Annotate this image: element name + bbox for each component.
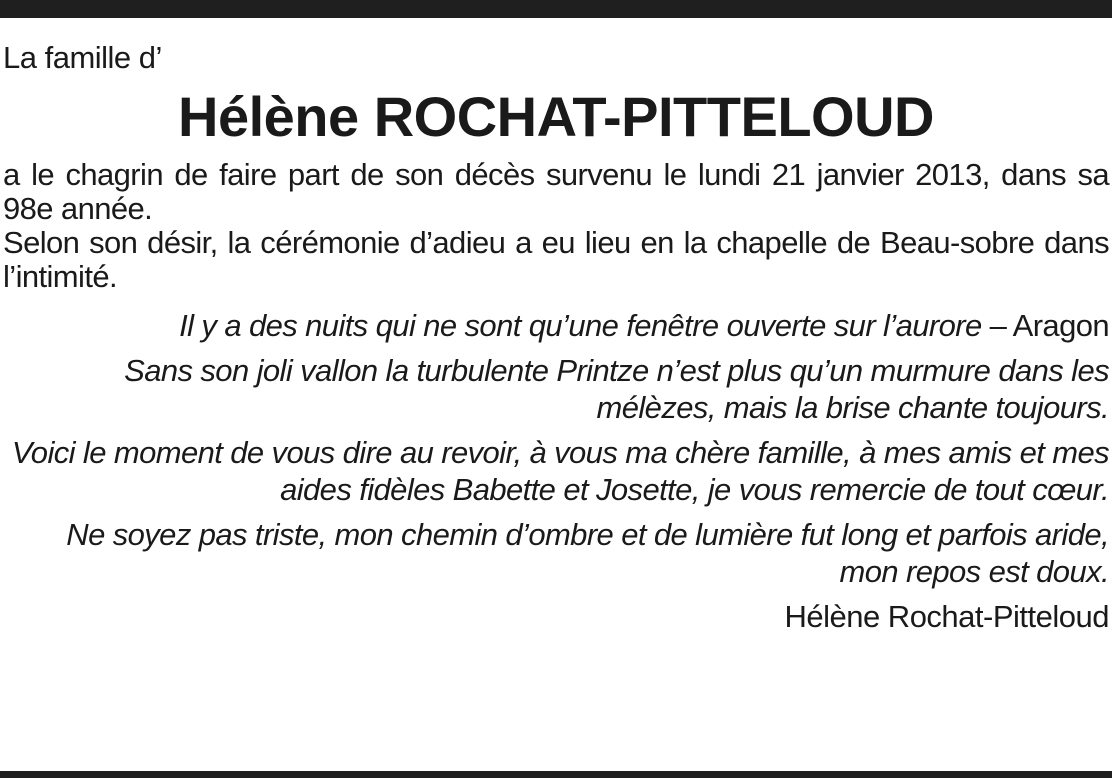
quote-separator: –: [981, 308, 1013, 343]
quote-author: Aragon: [1012, 308, 1109, 343]
quote-printze: Sans son joli vallon la turbulente Printze n’est plus qu’un murmure dans les mélèzes, mais la brise chante toujours.: [124, 353, 1109, 425]
quote-aragon: [3, 307, 1109, 344]
top-border-rule: [0, 0, 1112, 18]
ceremony-text: Selon son désir, la cérémonie d’adieu a eu lieu en la chapelle de Beau-sobre dans l’intimité.: [3, 225, 1109, 294]
announcement-text: a le chagrin de faire part de son décès survenu le lundi 21 janvier 2013, dans sa 98e année.: [3, 157, 1109, 226]
obituary-notice: [3, 38, 1109, 635]
deceased-name: Hélène ROCHAT-PITTELOUD: [178, 85, 934, 148]
quote-text: Il y a des nuits qui ne sont qu’une fenêtre ouverte sur l’aurore: [179, 308, 982, 343]
signature: Hélène Rochat-Pitteloud: [784, 599, 1109, 634]
notice-intro: La famille d’: [3, 40, 162, 75]
quote-farewell: Voici le moment de vous dire au revoir, à vous ma chère famille, à mes amis et mes aides fidèles Babette et Josette, je vous remercie de tout cœur.: [11, 435, 1109, 507]
bottom-border-rule: [0, 771, 1112, 778]
quote-repose: Ne soyez pas triste, mon chemin d’ombre et de lumière fut long et parfois aride, mon repos est doux.: [66, 517, 1109, 589]
